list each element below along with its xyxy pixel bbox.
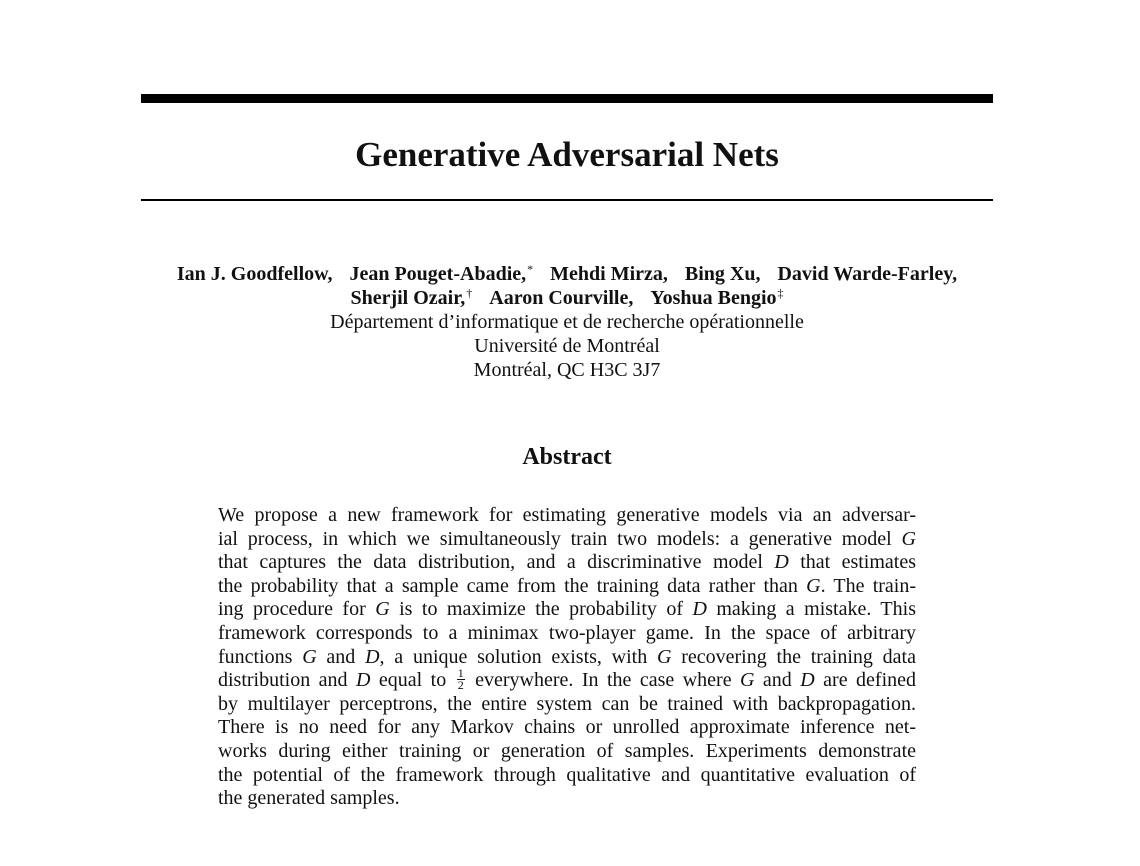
author-name: Jean Pouget-Abadie,*: [349, 262, 534, 285]
abstract-body: [218, 504, 916, 811]
abstract-line: the potential of the framework through qualitative and quantitative evaluation of: [218, 763, 916, 786]
author-name: Aaron Courville,: [489, 287, 634, 309]
affiliation-address: Montréal, QC H3C 3J7: [473, 359, 661, 381]
abstract-line: works during either training or generation of samples. Experiments demonstrate: [218, 739, 916, 762]
abstract-line: There is no need for any Markov chains or unrolled approximate inference net-: [218, 716, 916, 739]
affiliation-university: Université de Montréal: [474, 335, 660, 357]
fraction-one-half: $\frac{1}{2}$: [457, 666, 464, 693]
author-name: Bing Xu,: [684, 263, 761, 285]
author-name: Yoshua Bengio‡: [650, 286, 784, 309]
author-line-1: [100, 262, 1034, 286]
abstract-line: distribution and D equal to $\frac{1}{2}$ everywhere. In the case where G and D are defined: [218, 666, 917, 693]
abstract-heading: Abstract: [522, 444, 612, 470]
abstract-line: by multilayer perceptrons, the entire system can be trained with backpropagation.: [218, 692, 916, 715]
affiliation-department: Département d’informatique et de recherche opérationnelle: [330, 311, 804, 333]
author-line-2: [100, 286, 1034, 310]
abstract-line: the generated samples.: [218, 787, 400, 810]
abstract-line: ing procedure for G is to maximize the probability of D making a mistake. This: [218, 598, 916, 621]
abstract-line: ial process, in which we simultaneously train two models: a generative model G: [218, 527, 916, 550]
footnote-mark: ‡: [777, 286, 784, 300]
abstract-line: framework corresponds to a minimax two-player game. In the space of arbitrary: [218, 621, 916, 644]
author-block: [100, 262, 1034, 382]
paper-title: Generative Adversarial Nets: [355, 135, 779, 174]
author-name: Ian J. Goodfellow,: [176, 263, 333, 285]
author-name: Sherjil Ozair,†: [350, 286, 473, 309]
top-rule: [141, 94, 993, 103]
footnote-mark: *: [527, 262, 534, 276]
author-name: David Warde-Farley,: [777, 263, 958, 285]
title-rule: [141, 199, 993, 201]
abstract-line: that captures the data distribution, and a discriminative model D that estimates: [218, 551, 917, 574]
abstract-line: functions G and D, a unique solution exists, with G recovering the training data: [218, 645, 916, 668]
footnote-mark: †: [466, 286, 473, 300]
abstract-line: We propose a new framework for estimating generative models via an adversar-: [218, 504, 916, 526]
author-name: Mehdi Mirza,: [550, 263, 668, 285]
abstract-line: the probability that a sample came from the training data rather than G. The train-: [218, 574, 917, 597]
